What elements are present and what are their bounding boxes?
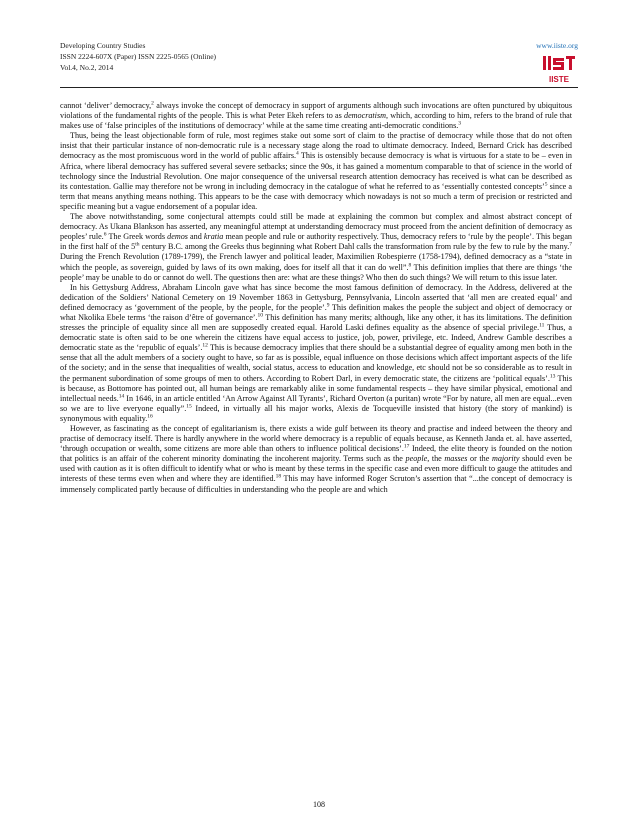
footnote-ref[interactable]: 6	[103, 231, 107, 238]
header-rule	[60, 87, 578, 88]
paragraph: In his Gettysburg Address, Abraham Lincoln gave what has since become the most famous definition of democracy. In the Address, delivered at the dedication of the Soldiers’ National Cemetery on 19 November 1863 in Gettysburg, Pennsylvania, Lincoln asserted that ‘all men are created equal’ and defined democracy as ‘government of the people, by the people, for the people’.$^9$ This definition makes the people the subject and object of democracy or what Nkolika Ebele terms ‘the raison d’être of governance’.$^{10}$ This definition has many merits; although, like any other, it has its limitations. The definition stresses the principle of equality since all men are supposedly created equal. Harold Laski defines equality as the absence of special privilege.$^{11}$ Thus, a democratic state is often said to be one wherein the citizens have equal access to justice, job, power, privilege, etc. Indeed, Andrew Gamble describes a democratic state as the ‘republic of equals’.$^{12}$ This is because democracy implies that there should be a substantial degree of equality among men both in the sense that all the adult members of a society ought to have, so far as is possible, equal influence on those decisions which affect important aspects of the life of the society; and in the sense that inequalities of wealth, social status, access to education and knowledge, etc should not be so considerable as to result in the permanent subordination of some groups of men to others. According to Robert Darl, in every democratic state, the citizens are ‘political equals’.$^{13}$ This is because, as Bottomore has pointed out, all human beings are remarkably alike in some fundamental respects – they have similar physical, emotional and intellectual needs.$^{14}$ In 1646, in an article entitled ‘An Arrow Against All Tyrants’, Richard Overton (a puritan) wrote “For by nature, all men are equal...even so we are to live everyone equally”.$^{15}$ Indeed, in virtually all his major works, Alexis de Tocqueville insisted that history (the story of mankind) is synonymous with equality.$^{16}$	[60, 282, 572, 423]
logo-mark-icon	[543, 56, 575, 70]
footnote-ref[interactable]: 7	[569, 241, 572, 248]
footnote-ref[interactable]: 8	[408, 262, 412, 268]
paragraph: The above notwithstanding, some conjectural attempts could still be made at explaining the common but complex and almost abstract concept of democracy. As Ukana Blankson has asserted, any meaningful attempt at understanding democracy must proceed from the ancient definition of democracy as peoples’ rule.$^6$ The Greek words demos and kratia mean people and rule or authority respectively. Thus, democracy refers to ‘rule by the people’. This began in the first half of the 5th century B.C. among the Greeks thus beginning what Robert Dahl calls the transformation from rule by the few to rule by the many.$^7$ During the French Revolution (1789-1799), the French lawyer and political leader, Maximilien Robespierre (1758-1794), defined democracy as a “state in which the people, as sovereign, guided by laws of its own making, does for itself all that it can do well”.$^8$ This definition implies that there are things ‘the people’ may be unable to do or cannot do well. The questions then are: what are these things? Who then do such things? We will return to this issue later.	[60, 212, 572, 282]
paragraph: However, as fascinating as the concept of egalitarianism is, there exists a wide gulf between its theory and practise and indeed between the theory and practise of democracy itself. There is hardly anywhere in the world where democracy is a republic of equals because, as Kenneth Janda et. al. have asserted, ‘through occupation or wealth, some citizens are more able than others to influence political decisions’.$^{17}$ Indeed, the elite theory is founded on the notion that politics is an affair of the coherent minority dominating the incoherent majority. Terms such as the people, the masses or the majority should even be used with caution as it is often difficult to identify what or who is meant by these terms in the specific case and even more difficult to gauge the attitudes and interests of these terms even when and where they are identified.$^{18}$ This may have informed Roger Scruton’s assertion that “...the concept of democracy is immensely complicated partly because of difficulties in understanding who the people are and which	[60, 424, 573, 494]
article-body	[60, 101, 572, 495]
paragraph: cannot ‘deliver’ democracy,$^2$ always invoke the concept of democracy in support of arguments although such invocations are often punctured by ubiquitous violations of the fundamental rights of the people. This is what Peter Ekeh refers to as democratism, which, according to him, refers to the brand of rule that makes use of ‘false principles of the institutions of democracy’ while at the same time creating anti-democratic conditions.$^3$	[60, 100, 572, 131]
journal-url-link[interactable]: www.iiste.org	[536, 41, 578, 50]
volume-line: Vol.4, No.2, 2014	[60, 63, 114, 72]
footnote-ref[interactable]: 18	[275, 473, 282, 480]
footnote-ref[interactable]: 17	[403, 443, 410, 450]
footnote-ref[interactable]: 2	[151, 100, 154, 107]
logo-text: IISTE	[548, 75, 570, 84]
paragraph: Thus, being the least objectionable form of rule, most regimes stake out some sort of claim to the practise of democracy while those that do not often insist that their particular instance of non-democratic rule is a necessary stage along the road to ultimate democracy. Indeed, Bernard Crick has described democracy as the most promiscuous word in the world of public affairs.$^4$ This is ostensibly because democracy is what is virtuous for a state to be – even in Africa, where liberal democracy has suffered several severe setbacks; since the 90s, it has gained a momentum comparable to that of science in the world of technology since the Industrial Revolution. One major consequence of the universal research attention democracy has received is what can be described as its contestation. Gallie may therefore not be wrong in including democracy in the catalogue of what he referred to as ‘essentially contested concepts’$^5$ since a term that means anything means nothing. This appears to be the case with democracy which nowadays is not so much a term of precision or restricted and specific meaning but a vague endorsement of a popular idea.	[60, 131, 572, 211]
footnote-ref[interactable]: 4	[296, 150, 299, 157]
footnote-ref[interactable]: 5	[544, 181, 548, 188]
journal-name: Developing Country Studies	[60, 41, 146, 50]
page-number: 108	[313, 800, 325, 809]
footnote-ref[interactable]: 15	[186, 403, 192, 410]
footnote-ref[interactable]: 3	[458, 120, 462, 127]
footnote-ref[interactable]: 11	[539, 322, 545, 329]
footnote-ref[interactable]: 13	[549, 373, 556, 380]
iiste-logo	[540, 52, 578, 86]
footnote-ref[interactable]: 16	[147, 413, 153, 420]
footnote-ref[interactable]: 9	[326, 302, 330, 309]
issn-line: ISSN 2224-607X (Paper) ISSN 2225-0565 (Online)	[60, 52, 217, 61]
footnote-ref[interactable]: 14	[118, 393, 125, 400]
footnote-ref[interactable]: 12	[202, 342, 208, 349]
footnote-ref[interactable]: 10	[257, 312, 264, 319]
